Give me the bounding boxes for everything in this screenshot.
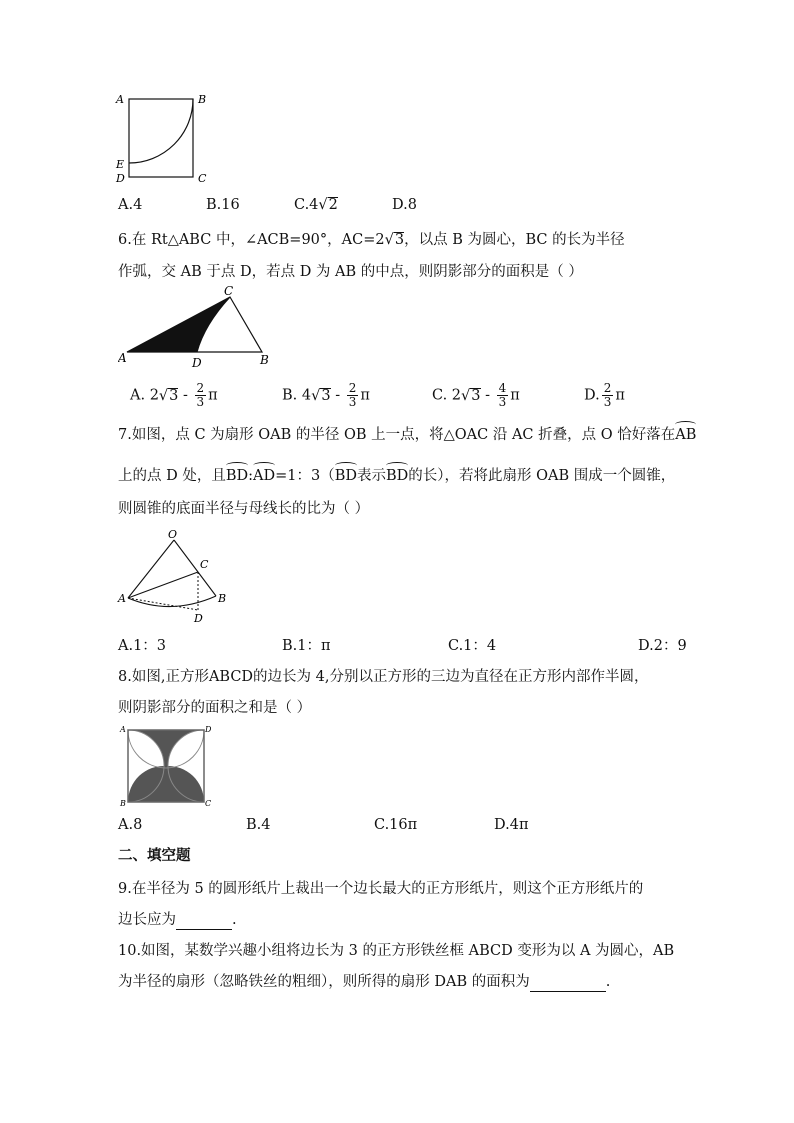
q7-label-b: B xyxy=(218,592,227,605)
q7-line-2-c: 表示 xyxy=(357,468,387,484)
sqrt-symbol xyxy=(461,388,470,404)
q5-option-d[interactable]: D.8 xyxy=(392,197,417,213)
q7-arc-ab: AB xyxy=(675,427,697,443)
q5-option-c-rad: 2 xyxy=(328,197,338,213)
sqrt-symbol xyxy=(311,388,320,404)
q7-line-1-a: 7.如图，点 C 为扇形 OAB 的半径 OB 上一点，将△OAC 沿 AC 折叠，点 O 恰好落在 xyxy=(118,427,676,443)
q10-end: . xyxy=(605,974,611,990)
q6-label-d: D xyxy=(192,356,202,370)
q7-option-c[interactable]: C.1：4 xyxy=(448,638,497,654)
q10-answer-blank[interactable] xyxy=(530,975,606,992)
q6-line-1-b: ，以点 B 为圆心，BC 的长为半径 xyxy=(404,232,625,248)
q8-figure xyxy=(116,722,216,808)
q6-line-1 xyxy=(118,230,625,250)
q6-option-b-num: 2 xyxy=(348,381,357,395)
q6-option-d[interactable] xyxy=(584,382,625,409)
q6-line-2: 作弧，交 AB 于点 D，若点 D 为 AB 的中点，则阴影部分的面积是（ ） xyxy=(118,264,583,280)
q7-arc-bd-2: BD xyxy=(334,468,358,484)
q7-line-2-d: 的长），若将此扇形 OAB 围成一个圆锥， xyxy=(408,468,676,484)
q5-option-a[interactable]: A.4 xyxy=(118,197,143,213)
q6-option-a-minus: - xyxy=(178,387,193,404)
q5-label-c: C xyxy=(198,172,207,185)
q6-option-b-minus: - xyxy=(330,387,345,404)
q7-arc-ab-figure xyxy=(128,596,216,607)
q6-option-a-num: 2 xyxy=(196,381,205,395)
q9-line-2-text: 边长应为 xyxy=(118,912,176,928)
q7-line-2-a: 上的点 D 处，且 xyxy=(118,468,226,484)
q10-line-2-text: 为半径的扇形（忽略铁丝的粗细），则所得的扇形 DAB 的面积为 xyxy=(118,974,530,990)
q7-line-ad xyxy=(128,598,198,610)
q7-option-a[interactable]: A.1：3 xyxy=(118,638,167,654)
q6-option-a-pre: A. 2 xyxy=(130,387,159,404)
q6-option-d-pre: D. xyxy=(584,387,600,404)
q5-option-b[interactable]: B.16 xyxy=(206,197,240,213)
q7-label-o: O xyxy=(168,528,178,541)
q7-arc-bd-1: BD xyxy=(225,468,249,484)
q8-line-2: 则阴影部分的面积之和是（ ） xyxy=(118,700,312,716)
q6-option-c-rad: 3 xyxy=(471,387,481,404)
q6-option-c-num: 4 xyxy=(498,381,507,395)
q6-option-b-pi: π xyxy=(360,387,370,404)
q7-option-b[interactable]: B.1：π xyxy=(282,638,331,654)
q8-option-d[interactable]: D.4π xyxy=(494,817,529,833)
q5-label-a: A xyxy=(116,93,124,106)
q7-option-d[interactable]: D.2：9 xyxy=(638,638,687,654)
q6-option-d-den: 3 xyxy=(603,395,612,409)
q9-end: . xyxy=(232,912,237,928)
q6-option-b-rad: 3 xyxy=(321,387,331,404)
q7-line-1 xyxy=(118,425,696,445)
q6-label-a: A xyxy=(118,351,127,365)
q6-line-1-a: 6.在 Rt△ABC 中，∠ACB=90°，AC=2 xyxy=(118,232,385,248)
q7-line-3: 则圆锥的底面半径与母线长的比为（ ） xyxy=(118,501,370,517)
q5-option-c-text: C.4 xyxy=(294,197,319,213)
q5-figure xyxy=(112,88,222,188)
q7-figure xyxy=(116,528,236,624)
q5-label-d: D xyxy=(116,172,125,185)
sqrt-symbol xyxy=(318,197,327,213)
q6-option-d-pi: π xyxy=(615,387,625,404)
q6-option-c-pre: C. 2 xyxy=(432,387,462,404)
q8-option-b[interactable]: B.4 xyxy=(246,817,271,833)
q10-line-2 xyxy=(118,972,610,992)
q7-radius-ob xyxy=(174,540,216,596)
q6-option-a-pi: π xyxy=(208,387,218,404)
q6-option-b[interactable] xyxy=(282,382,370,409)
q5-arc xyxy=(129,99,193,163)
q8-line-1: 8.如图,正方形ABCD的边长为 4,分别以正方形的三边为直径在正方形内部作半圆， xyxy=(118,669,649,685)
q7-label-c: C xyxy=(200,558,209,571)
q8-option-a[interactable]: A.8 xyxy=(118,817,143,833)
sqrt-symbol xyxy=(385,232,394,248)
q6-option-d-frac xyxy=(602,382,614,409)
q9-answer-blank[interactable] xyxy=(176,913,232,930)
q6-line-1-rad: 3 xyxy=(394,232,405,248)
q6-label-c: C xyxy=(224,285,234,298)
q6-option-c-den: 3 xyxy=(498,395,507,409)
sqrt-symbol xyxy=(159,388,168,404)
q5-square xyxy=(129,99,193,177)
q6-option-a[interactable] xyxy=(130,382,218,409)
q7-arc-bd-3: BD xyxy=(386,468,409,484)
q6-option-a-rad: 3 xyxy=(169,387,179,404)
q10-line-1: 10.如图，某数学兴趣小组将边长为 3 的正方形铁丝框 ABCD 变形为以 A 为圆心，AB xyxy=(118,943,675,959)
q9-line-1: 9.在半径为 5 的圆形纸片上裁出一个边长最大的正方形纸片，则这个正方形纸片的 xyxy=(118,881,644,897)
q8-label-c: C xyxy=(205,799,212,808)
q6-option-a-den: 3 xyxy=(196,395,205,409)
q8-label-b: B xyxy=(120,799,126,808)
q7-line-2-b: =1：3（ xyxy=(275,468,335,484)
q6-figure xyxy=(118,285,278,370)
q5-label-b: B xyxy=(198,93,207,106)
q5-option-c[interactable] xyxy=(294,195,338,215)
q9-line-2 xyxy=(118,910,237,930)
q6-option-b-pre: B. 4 xyxy=(282,387,312,404)
q6-option-c-minus: - xyxy=(480,387,495,404)
q6-option-b-den: 3 xyxy=(348,395,357,409)
q5-label-e: E xyxy=(116,158,125,171)
q6-label-b: B xyxy=(260,353,269,367)
q8-option-c[interactable]: C.16π xyxy=(374,817,418,833)
q6-option-c[interactable] xyxy=(432,382,520,409)
q7-line-2 xyxy=(118,466,675,486)
q7-label-a: A xyxy=(118,592,126,605)
q7-sep: : xyxy=(248,468,254,484)
q6-option-c-pi: π xyxy=(510,387,520,404)
q6-option-b-frac xyxy=(347,382,359,409)
q6-option-d-num: 2 xyxy=(603,381,612,395)
q7-label-d: D xyxy=(194,612,203,624)
q7-arc-ad: AD xyxy=(253,468,276,484)
q6-option-c-frac xyxy=(497,382,509,409)
q8-label-a: A xyxy=(120,725,126,734)
section-title-fill-in: 二、填空题 xyxy=(118,848,191,864)
q8-label-d: D xyxy=(205,725,212,734)
q6-option-a-frac xyxy=(195,382,207,409)
